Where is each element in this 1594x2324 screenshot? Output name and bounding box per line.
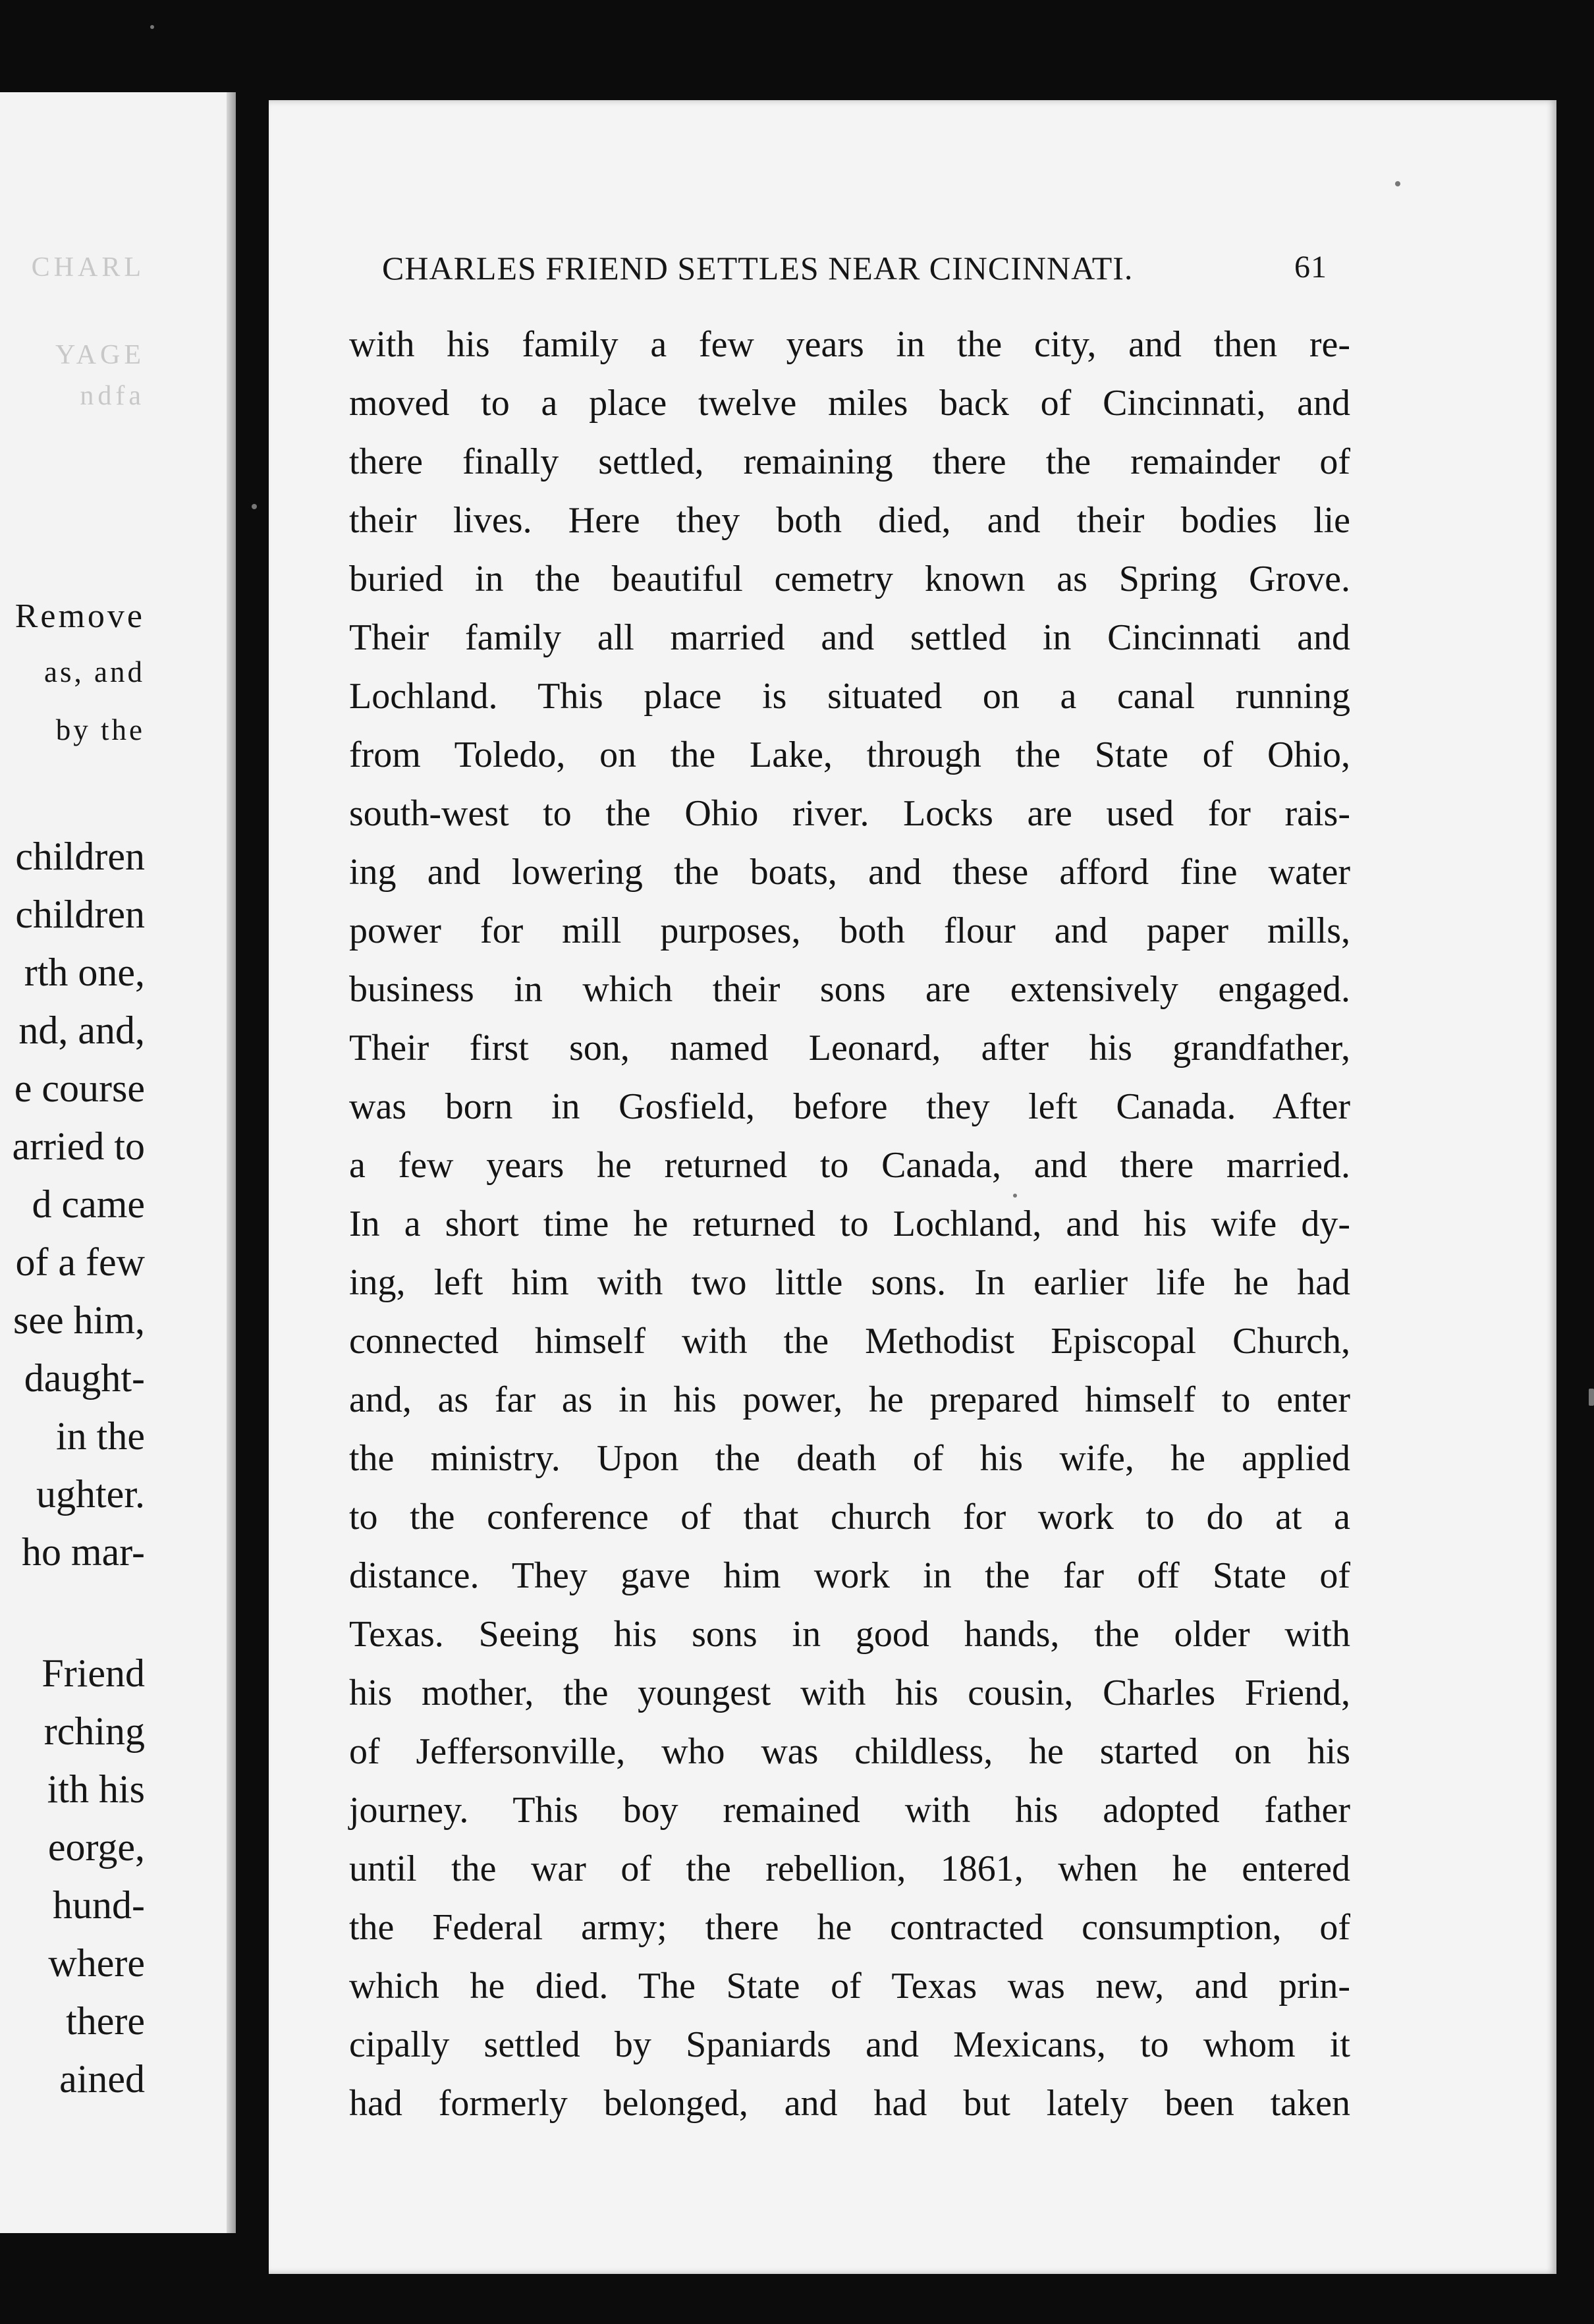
text-line: ing, left him with two little sons. In earlier life he had <box>349 1262 1350 1303</box>
text-line: cipally settled by Spaniards and Mexicans, to whom it <box>349 2024 1350 2065</box>
page-edge-shadow <box>227 92 236 2233</box>
text-line: his mother, the youngest with his cousin, Charles Friend, <box>349 1673 1350 1713</box>
running-header <box>382 249 1370 287</box>
scan-speck <box>252 504 257 509</box>
text-line: which he died. The State of Texas was new, and prin- <box>349 1966 1350 2006</box>
left-page-line: in the <box>56 1414 145 1458</box>
text-line: there finally settled, remaining there the remainder of <box>349 441 1350 482</box>
left-page-line: hund- <box>53 1883 145 1927</box>
scan-speck <box>1013 1194 1017 1198</box>
left-page-line: daught- <box>24 1356 145 1400</box>
left-page-line: see him, <box>13 1298 145 1342</box>
left-page-line: Friend <box>41 1651 145 1695</box>
text-line: the ministry. Upon the death of his wife, he applied <box>349 1438 1350 1479</box>
text-line: Lochland. This place is situated on a canal running <box>349 676 1350 717</box>
text-line: to the conference of that church for work to do at a <box>349 1497 1350 1537</box>
text-line: south-west to the Ohio river. Locks are used for rais- <box>349 793 1350 834</box>
text-line: Their first son, named Leonard, after his grandfather, <box>349 1028 1350 1068</box>
text-line: buried in the beautiful cemetry known as Spring Grove. <box>349 559 1350 599</box>
left-page-line: e course <box>14 1066 145 1110</box>
page-number: 61 <box>1294 250 1327 285</box>
text-line: a few years he returned to Canada, and there married. <box>349 1145 1350 1186</box>
text-line: their lives. Here they both died, and their bodies lie <box>349 500 1350 541</box>
left-page-line: children <box>15 893 145 936</box>
text-line: Their family all married and settled in Cincinnati and <box>349 617 1350 658</box>
text-line: ing and lowering the boats, and these afford fine water <box>349 852 1350 893</box>
left-page-line: as, and <box>44 655 145 688</box>
left-page-line: children <box>15 835 145 878</box>
left-page-line: ained <box>59 2057 145 2101</box>
left-page-line: eorge, <box>47 1825 145 1869</box>
text-line: with his family a few years in the city, and then re- <box>349 324 1350 365</box>
left-page-line: by the <box>55 713 145 746</box>
left-page-line: of a few <box>15 1240 145 1284</box>
left-page-line: ho mar- <box>21 1530 145 1574</box>
scan-speck <box>1589 1389 1594 1406</box>
text-line: moved to a place twelve miles back of Cincinnati, and <box>349 383 1350 424</box>
left-page-line: Remove <box>14 597 145 635</box>
left-page-line: where <box>48 1941 145 1985</box>
scan-speck <box>150 25 154 29</box>
left-facing-page <box>0 92 236 2233</box>
text-line: In a short time he returned to Lochland, and his wife dy- <box>349 1204 1350 1244</box>
text-line: business in which their sons are extensively engaged. <box>349 969 1350 1010</box>
left-page-line: rth one, <box>24 951 145 994</box>
text-line: until the war of the rebellion, 1861, when he entered <box>349 1848 1350 1889</box>
text-line: power for mill purposes, both flour and paper mills, <box>349 910 1350 951</box>
text-line: and, as far as in his power, he prepared himself to enter <box>349 1379 1350 1420</box>
text-line: journey. This boy remained with his adopted father <box>349 1790 1350 1831</box>
left-page-faint-line: ndfa <box>80 381 145 411</box>
scan-speck <box>1395 181 1400 186</box>
text-line: of Jeffersonville, who was childless, he started on his <box>349 1731 1350 1772</box>
left-page-faint-line: YAGE <box>55 340 145 370</box>
text-line: was born in Gosfield, before they left Canada. After <box>349 1086 1350 1127</box>
text-line: distance. They gave him work in the far off State of <box>349 1555 1350 1596</box>
left-page-line: there <box>66 1999 145 2043</box>
left-page-line: d came <box>32 1182 145 1226</box>
left-page-line: ughter. <box>36 1472 145 1516</box>
running-title: CHARLES FRIEND SETTLES NEAR CINCINNATI. <box>382 250 1134 287</box>
left-page-line: nd, and, <box>18 1009 145 1052</box>
text-line: the Federal army; there he contracted consumption, of <box>349 1907 1350 1948</box>
text-line: connected himself with the Methodist Episcopal Church, <box>349 1321 1350 1362</box>
left-page-line: arried to <box>12 1124 145 1168</box>
text-line: from Toledo, on the Lake, through the State of Ohio, <box>349 734 1350 775</box>
left-page-line: rching <box>43 1709 145 1753</box>
text-line: Texas. Seeing his sons in good hands, the older with <box>349 1614 1350 1655</box>
left-page-line: ith his <box>47 1767 145 1811</box>
left-page-faint-line: CHARL <box>31 252 145 283</box>
text-line: had formerly belonged, and had but lately been taken <box>349 2083 1350 2124</box>
